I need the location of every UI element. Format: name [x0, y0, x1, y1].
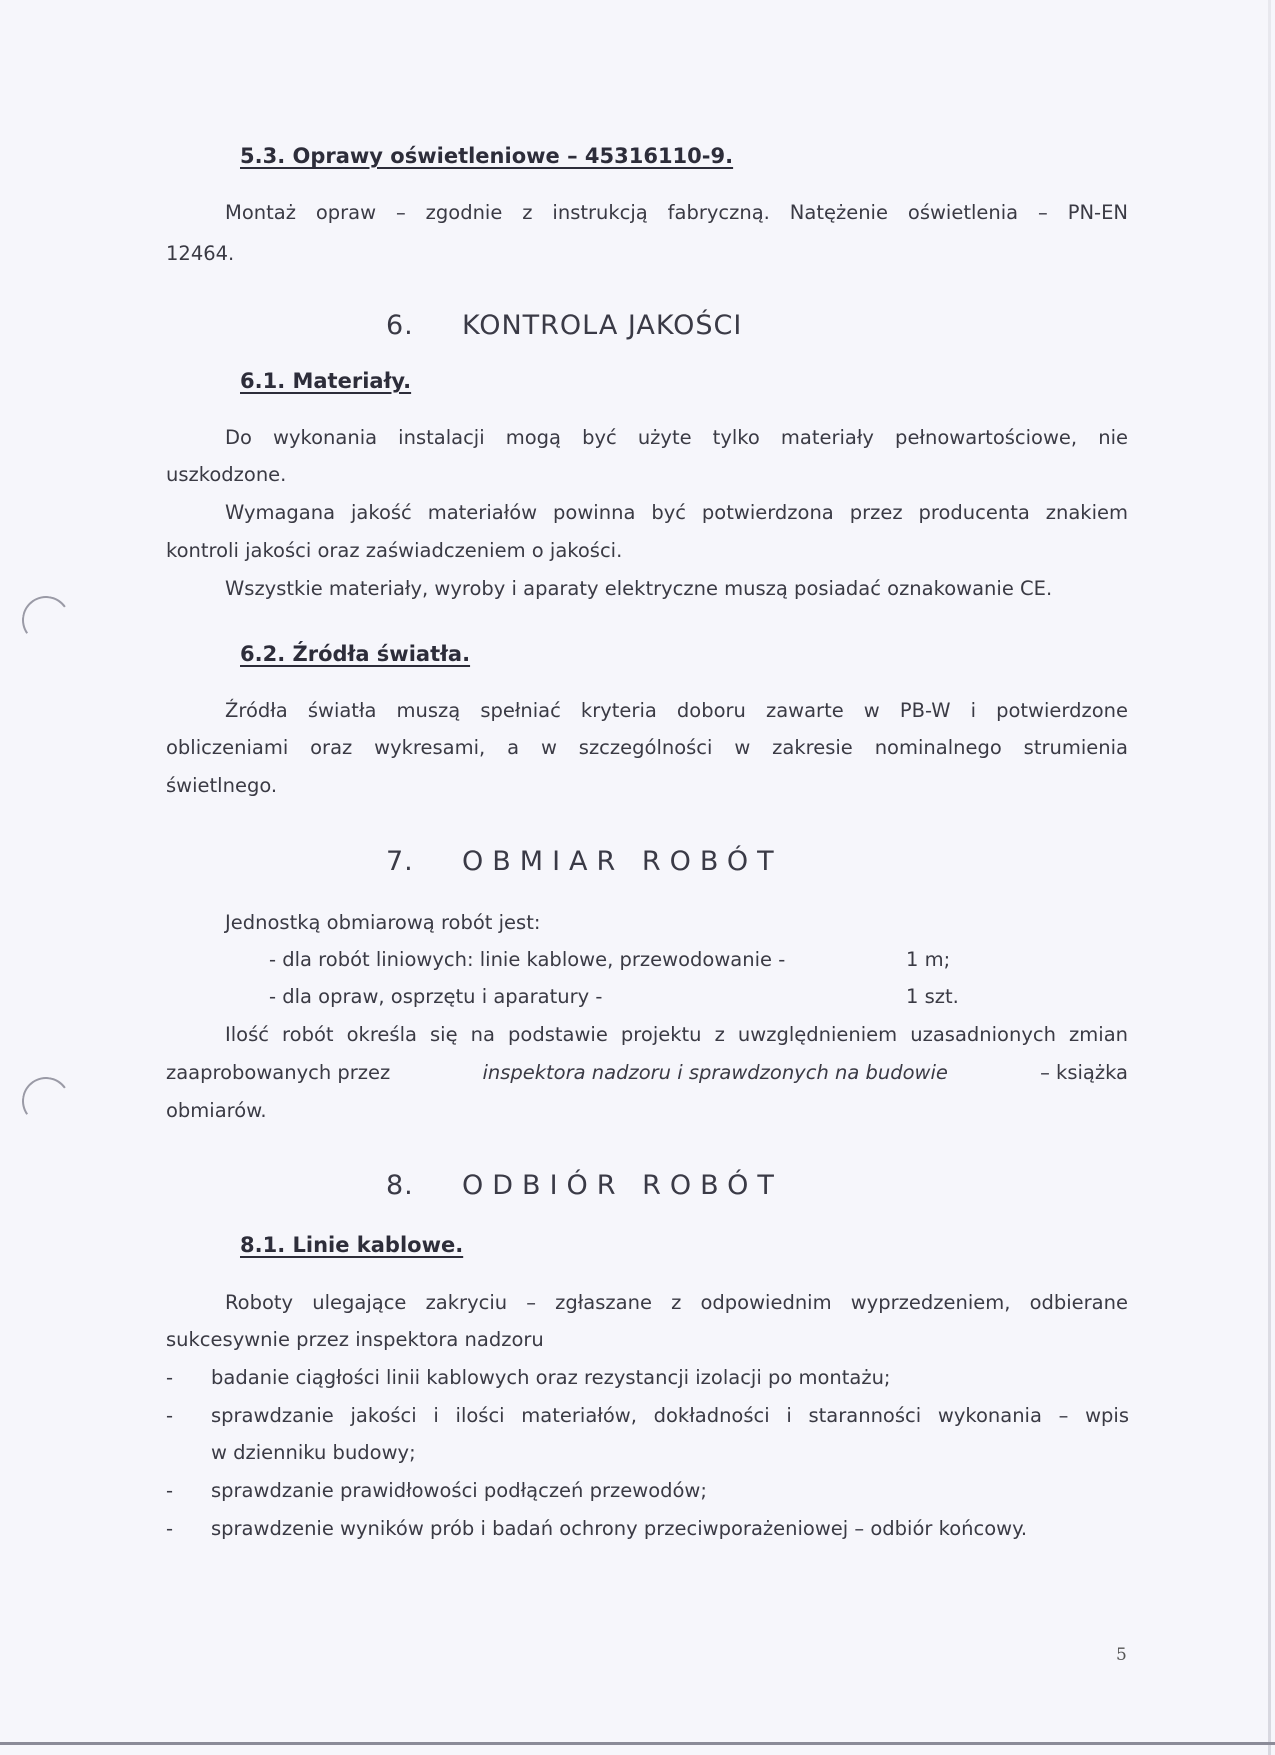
paragraph-text: zaaprobowanych przez — [166, 1061, 397, 1084]
paragraph-line: obliczeniami oraz wykresami, a w szczególności w zakresie nominalnego strumienia — [166, 736, 1128, 759]
list-item — [166, 1472, 1129, 1509]
paragraph-line: Do wykonania instalacji mogą być użyte tylko materiały pełnowartościowe, nie — [225, 426, 1128, 449]
chapter-title-6: KONTROLA JAKOŚCI — [462, 310, 743, 341]
paragraph-line: Wszystkie materiały, wyroby i aparaty elektryczne muszą posiadać oznakowanie CE. — [225, 577, 1053, 600]
section-heading-8-1: 8.1. Linie kablowe. — [240, 1233, 464, 1257]
list-item-text: w dzienniku budowy; — [211, 1441, 416, 1464]
paragraph-line: Roboty ulegające zakryciu – zgłaszane z odpowiednim wyprzedzeniem, odbierane — [225, 1291, 1128, 1314]
paragraph-line: świetlnego. — [166, 774, 278, 797]
measurement-item-label: - dla opraw, osprzętu i aparatury - — [269, 985, 603, 1008]
list-item — [166, 1510, 1129, 1547]
page-bottom-edge — [0, 1742, 1275, 1745]
chapter-title-7: OBMIAR ROBÓT — [462, 846, 783, 877]
punch-hole-mark — [18, 1073, 74, 1129]
paragraph-line: Montaż opraw – zgodnie z instrukcją fabryczną. Natężenie oświetlenia – PN-EN — [225, 201, 1128, 224]
list-item-text: sprawdzenie wyników prób i badań ochrony przeciwporażeniowej – odbiór końcowy. — [211, 1517, 1028, 1540]
paragraph-line: Jednostką obmiarową robót jest: — [225, 911, 541, 934]
measurement-item-label: - dla robót liniowych: linie kablowe, przewodowanie - — [269, 948, 786, 971]
page-edge — [1268, 0, 1271, 1755]
measurement-item-unit: 1 szt. — [906, 985, 959, 1008]
paragraph-text-italic: inspektora nadzoru i sprawdzonych na budowie — [482, 1061, 948, 1084]
paragraph-line: sukcesywnie przez inspektora nadzoru — [166, 1328, 544, 1351]
page-number: 5 — [1116, 1645, 1127, 1665]
section-heading-6-1: 6.1. Materiały. — [240, 369, 412, 393]
list-item-text: sprawdzanie jakości i ilości materiałów, dokładności i staranności wykonania – wpis — [211, 1404, 1129, 1427]
paragraph-line: Ilość robót określa się na podstawie projektu z uwzględnieniem uzasadnionych zmian — [225, 1023, 1128, 1046]
paragraph-line: obmiarów. — [166, 1099, 267, 1122]
list-item — [166, 1359, 1129, 1396]
list-item — [166, 1397, 1129, 1471]
measurement-item-unit: 1 m; — [906, 948, 951, 971]
list-dash: - — [166, 1479, 174, 1502]
chapter-number-6: 6. — [386, 310, 414, 341]
punch-hole-mark — [18, 592, 74, 648]
list-dash: - — [166, 1404, 174, 1427]
paragraph-line: uszkodzone. — [166, 463, 287, 486]
paragraph-line: 12464. — [166, 242, 235, 265]
paragraph-line: Wymagana jakość materiałów powinna być potwierdzona przez producenta znakiem — [225, 501, 1128, 524]
chapter-title-8: ODBIÓR ROBÓT — [462, 1170, 783, 1201]
list-dash: - — [166, 1366, 174, 1389]
paragraph-text: – książka — [1033, 1061, 1128, 1084]
section-heading-5-3: 5.3. Oprawy oświetleniowe – 45316110-9. — [240, 144, 734, 168]
paragraph-line: Źródła światła muszą spełniać kryteria doboru zawarte w PB-W i potwierdzone — [225, 699, 1128, 722]
paragraph-line: kontroli jakości oraz zaświadczeniem o jakości. — [166, 539, 623, 562]
chapter-number-7: 7. — [386, 846, 414, 877]
chapter-number-8: 8. — [386, 1170, 414, 1201]
list-item-text: badanie ciągłości linii kablowych oraz rezystancji izolacji po montażu; — [211, 1366, 891, 1389]
list-dash: - — [166, 1517, 174, 1540]
paragraph-line — [166, 1054, 1128, 1091]
list-item-text: sprawdzanie prawidłowości podłączeń przewodów; — [211, 1479, 707, 1502]
section-heading-6-2: 6.2. Źródła światła. — [240, 642, 471, 666]
